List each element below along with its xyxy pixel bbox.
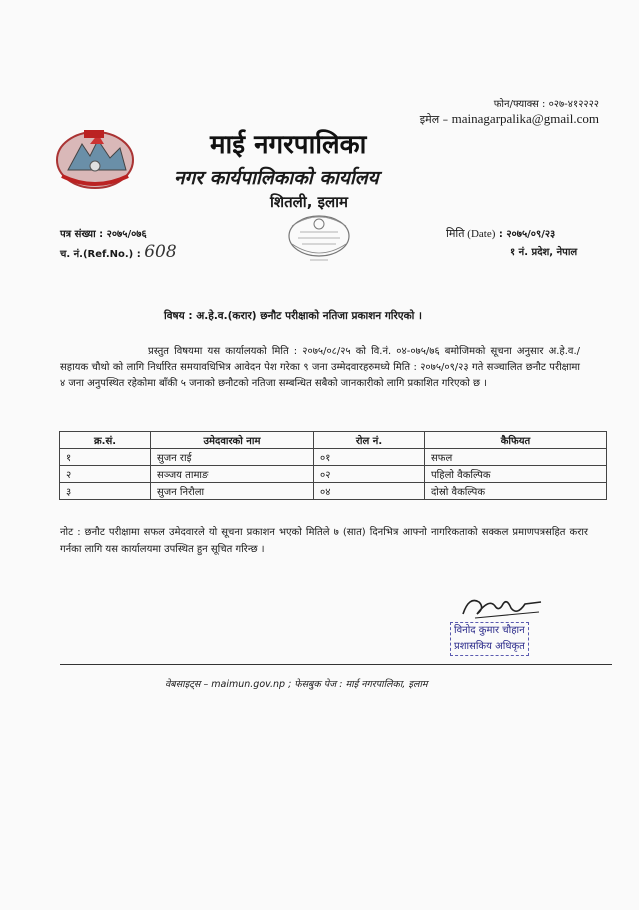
note-paragraph: नोट : छनौट परीक्षामा सफल उमेदवारले यो सूचना प्रकाशन भएको मितिले ७ (सात) दिनभित्र आफ्नो नागरिकताको सक्कल प्रमाणपत्रसहित करार गर्नका लागि यस कार्यालयमा उपस्थित हुन सूचित गरिन्छ ।	[60, 527, 588, 555]
serial-cell: ३	[60, 483, 151, 500]
table-row	[60, 449, 607, 466]
date-line	[446, 226, 555, 241]
column-header-serial: क्र.सं.	[60, 432, 151, 449]
name-cell: सञ्जय तामाङ	[151, 466, 314, 483]
phone-fax: फोन/फ्याक्स : ०२७-४१२२२२	[493, 99, 599, 110]
letter-number: पत्र संख्या : २०७५/०७६	[60, 229, 147, 240]
office-name: नगर कार्यपालिकाको कार्यालय	[174, 167, 379, 189]
ref-no-value: 608	[144, 242, 177, 262]
column-header-roll-no: रोल नं.	[314, 432, 425, 449]
table-row	[60, 483, 607, 500]
signatory-name: विनोद कुमार चौहान	[454, 625, 525, 636]
remarks-cell: दोस्रो वैकल्पिक	[425, 483, 607, 500]
remarks-cell: पहिलो वैकल्पिक	[425, 466, 607, 483]
roll-cell: ०४	[314, 483, 425, 500]
body-text: प्रस्तुत विषयमा यस कार्यालयको मिति : २०७५/०८/२५ को वि.नं. ०४-०७५/७६ बमोजिमको सूचना अनुसार अ.हे.व./सहायक चौथो को लागि निर्धारित समयावधिभित्र आवेदन पेश गरेका ९ जना उम्मेदवारहरुमध्ये मिति : २०७५/०९/२३ गते सञ्चालित छनौट परीक्षामा ४ जना अनुपस्थित रहेकोमा बाँकी ५ जनाको छनौटको नतिजा सम्बन्धित सबैको जानकारीको लागि प्रकाशित गरिएको छ ।	[60, 346, 580, 389]
footer-divider	[60, 664, 612, 665]
body-paragraph	[60, 344, 580, 392]
remarks-cell: सफल	[425, 449, 607, 466]
nepal-emblem-logo	[54, 122, 136, 192]
ref-no-label: च. नं.(Ref.No.) :	[60, 249, 141, 260]
column-header-remarks: कैफियत	[425, 432, 607, 449]
office-location: शितली, इलाम	[270, 193, 349, 211]
serial-cell: २	[60, 466, 151, 483]
email-prefix: इमेल –	[419, 113, 449, 126]
subject-line: विषय : अ.हे.व.(करार) छनौट परीक्षाको नतिजा प्रकाशन गरिएको ।	[164, 310, 423, 322]
email-line	[420, 111, 599, 127]
roll-cell: ०२	[314, 466, 425, 483]
municipality-name: माई नगरपालिका	[210, 130, 367, 160]
email-address: mainagarpalika@gmail.com	[451, 111, 599, 126]
table-row	[60, 466, 607, 483]
province: १ नं. प्रदेश, नेपाल	[510, 247, 578, 258]
table-header-row	[60, 432, 607, 449]
reference-number	[60, 242, 177, 262]
name-cell: सुजन निरौला	[151, 483, 314, 500]
signatory-stamp	[450, 622, 529, 656]
date-value: : २०७५/०९/२३	[498, 229, 556, 240]
name-cell: सुजन राई	[151, 449, 314, 466]
column-header-candidate-name: उमेदवारको नाम	[151, 432, 314, 449]
office-seal-stamp	[282, 212, 356, 264]
date-label: मिति (Date)	[446, 228, 496, 240]
roll-cell: ०१	[314, 449, 425, 466]
signatory-title: प्रशासकिय अधिकृत	[454, 641, 525, 652]
results-table	[59, 431, 607, 500]
footer-contact: वेबसाइट्स – maimun.gov.np ; फेसबुक पेज : माई नगरपालिका, इलाम	[165, 679, 428, 690]
serial-cell: १	[60, 449, 151, 466]
handwritten-signature	[455, 592, 545, 622]
